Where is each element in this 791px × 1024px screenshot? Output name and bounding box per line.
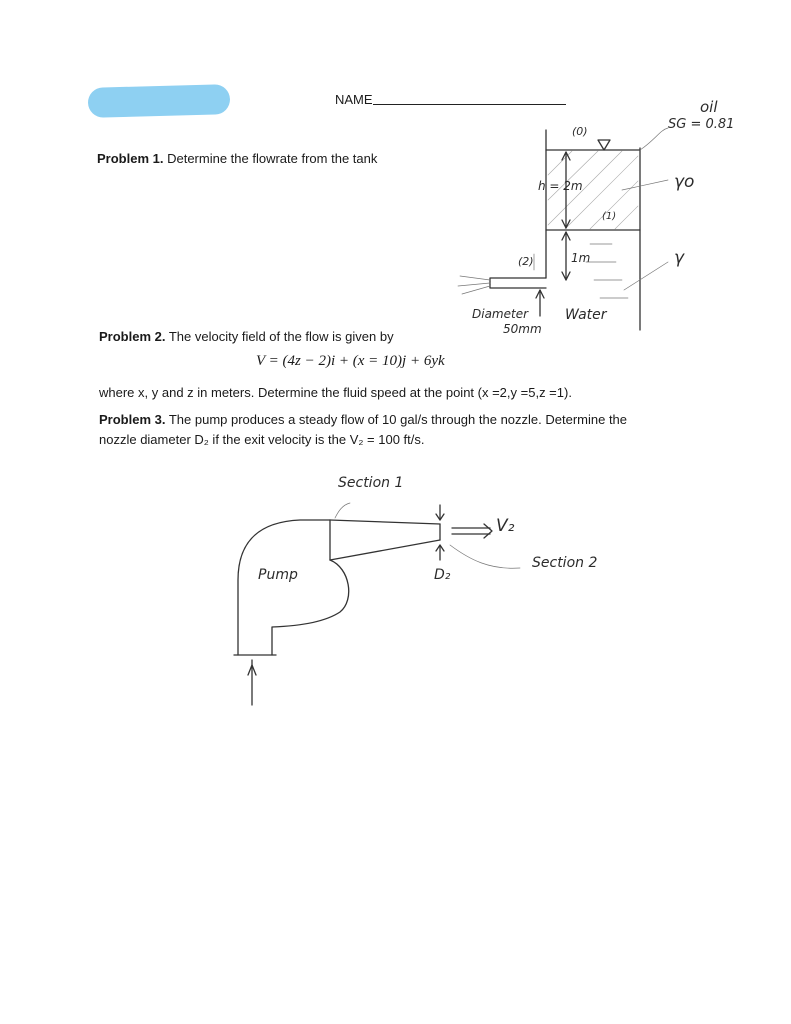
depth-label: 1m — [571, 251, 591, 265]
point2-label: (2) — [518, 255, 534, 268]
gamma-label: γ — [674, 248, 685, 268]
pump-label: Pump — [258, 567, 298, 583]
h-label: h = 2m — [538, 179, 583, 193]
velocity-equation: V = (4z − 2)i + (x = 10)j + 6yk — [256, 353, 445, 369]
pump-outer-left — [238, 520, 330, 655]
section2-label: Section 2 — [532, 555, 598, 571]
oil-label: oil — [700, 98, 718, 116]
diameter-label: Diameter — [472, 307, 529, 321]
point1-label: (1) — [602, 211, 617, 222]
problem3-statement-line2: nozzle diameter D₂ if the exit velocity is the V₂ = 100 ft/s. — [99, 432, 425, 447]
problem2-label: Problem 2. — [99, 329, 166, 344]
v2-label: V₂ — [496, 516, 515, 536]
diameter-value: 50mm — [503, 322, 542, 336]
section2-pointer — [450, 545, 520, 568]
d2-label: D₂ — [434, 567, 451, 583]
point0-label: (0) — [572, 125, 588, 138]
exit-jet — [452, 528, 490, 534]
gamma-oil-label: γo — [674, 172, 695, 192]
problem3-label: Problem 3. — [99, 412, 166, 427]
pipe-top — [330, 520, 440, 524]
section1-pointer — [335, 503, 350, 518]
sg-label: SG = 0.81 — [668, 117, 735, 132]
problem2-text: The velocity field of the flow is given by — [168, 329, 394, 344]
exit-jet-arrow — [484, 524, 492, 538]
problem1-label: Problem 1. — [97, 151, 164, 166]
pipe-bottom — [330, 540, 440, 560]
section1-label: Section 1 — [338, 475, 404, 491]
name-label: NAME — [335, 92, 373, 107]
problem3-text-line1: The pump produces a steady flow of 10 gal/s through the nozzle. Determine the — [168, 412, 628, 427]
problem2-where-text: where x, y and z in meters. Determine the fluid speed at the point (x =2,y =5,z =1). — [99, 385, 572, 400]
water-label: Water — [565, 307, 607, 323]
problem1-text: Determine the flowrate from the tank — [167, 151, 378, 166]
